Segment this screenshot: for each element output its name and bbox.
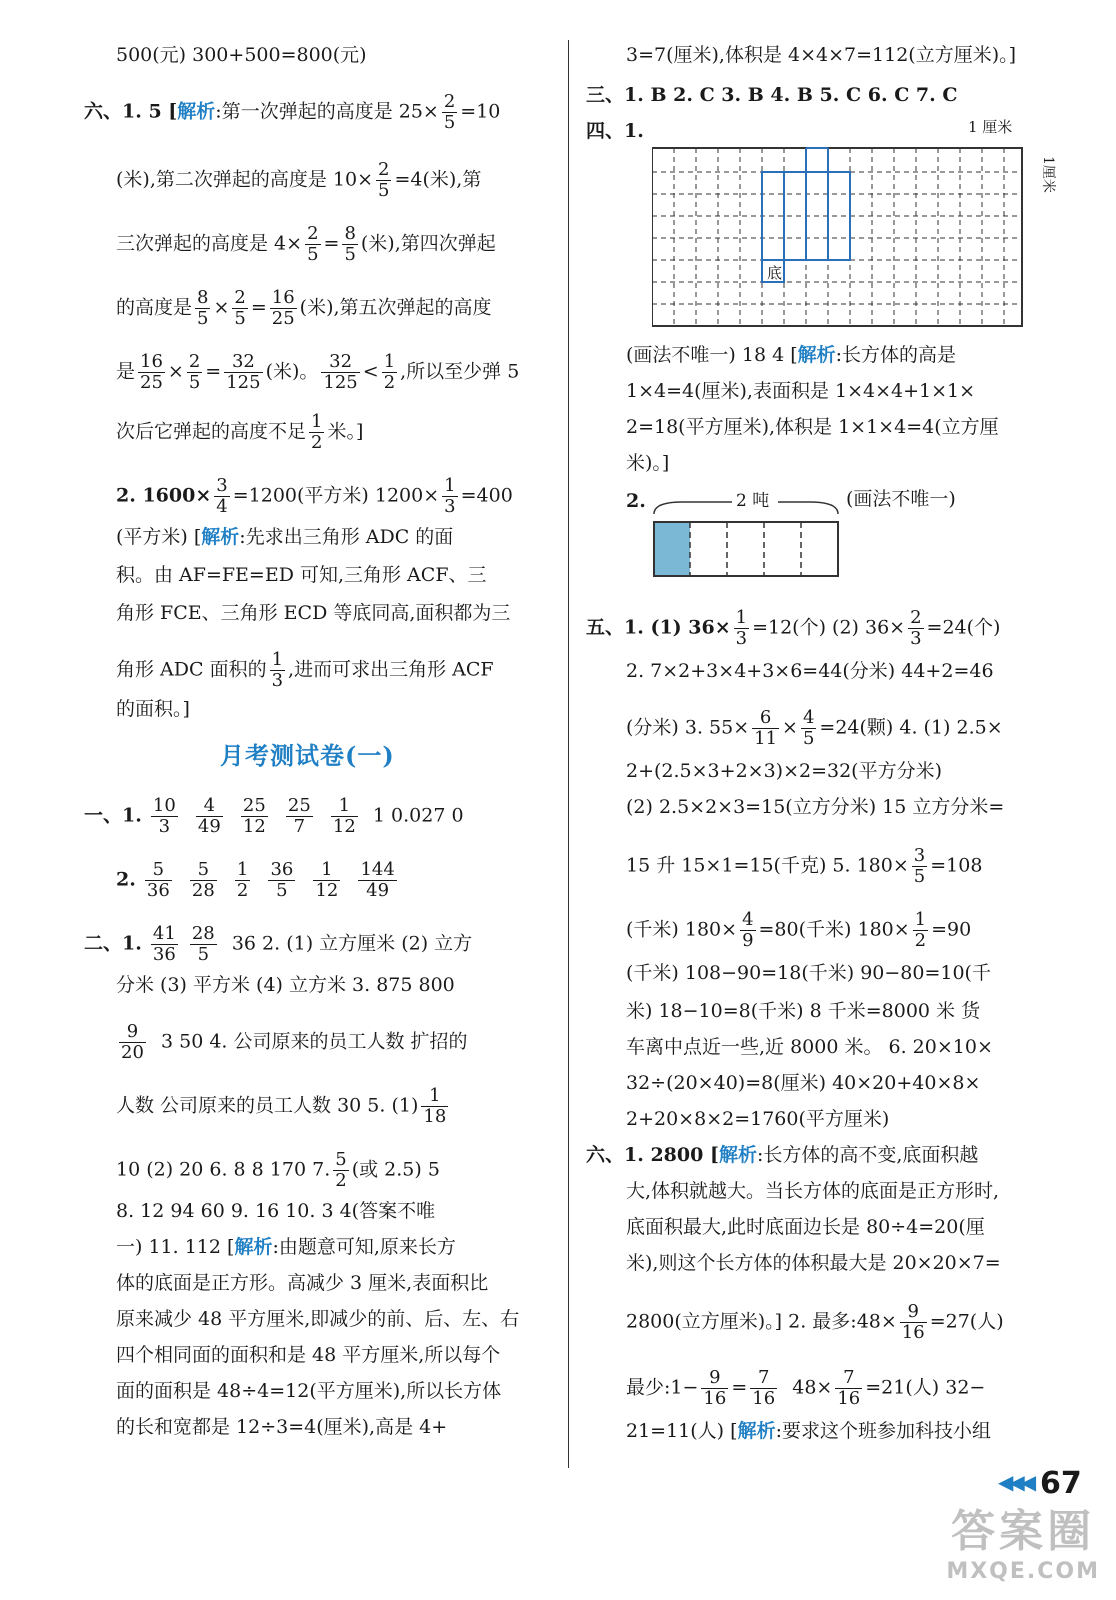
text-line: 米),则这个长方体的体积最大是 20×20×7= xyxy=(626,1252,1001,1274)
fraction: $\frac{41}{36}$ xyxy=(152,923,176,965)
text-line: 的高度是 $\frac{8}{5}$ × $\frac{2}{5}$ = $\frac{16}{25}$ (米),第五次弹起的高度 xyxy=(116,287,492,329)
fraction: $\frac{2}{5}$ xyxy=(234,287,246,329)
ton-label: 2 吨 xyxy=(736,491,770,511)
fraction: $\frac{1}{18}$ xyxy=(423,1085,447,1127)
text-line: 角形 ADC 面积的 $\frac{1}{3}$ ,进而可求出三角形 ACF xyxy=(116,649,494,691)
unit-label-horizontal: 1 厘米 xyxy=(968,118,1013,136)
text-line: 2. 7×2+3×4+3×6=44(分米) 44+2=46 xyxy=(626,660,994,682)
text-line: (平方米) [解析:先求出三角形 ADC 的面 xyxy=(116,526,454,548)
text-line: 四、1. xyxy=(586,120,644,142)
text-line: 32÷(20×40)=8(厘米) 40×20+40×8× xyxy=(626,1072,981,1094)
fraction: $\frac{32}{125}$ xyxy=(226,351,261,393)
text-line: 1×4=4(厘米),表面积是 1×4×4+1×1× xyxy=(626,380,976,402)
fraction: $\frac{36}{5}$ xyxy=(270,859,294,901)
text-line: 二、1. $\frac{41}{36}$ $\frac{28}{5}$ 36 2. (1) 立方厘米 (2) 立方 xyxy=(84,923,473,965)
fraction: $\frac{2}{3}$ xyxy=(910,607,922,649)
fraction: $\frac{3}{4}$ xyxy=(216,475,228,517)
text-line: 原来减少 48 平方厘米,即减少的前、后、左、右 xyxy=(116,1308,520,1330)
watermark: 答案圈 MXQE.COM xyxy=(946,1506,1100,1584)
fraction: $\frac{9}{20}$ xyxy=(121,1021,144,1063)
fraction: $\frac{28}{5}$ xyxy=(191,923,215,965)
fraction: $\frac{1}{3}$ xyxy=(735,607,748,649)
fraction: $\frac{5}{2}$ xyxy=(335,1149,347,1191)
fraction: $\frac{1}{12}$ xyxy=(315,859,339,901)
text-line: 六、1. 2800 [解析:长方体的高不变,底面积越 xyxy=(586,1144,979,1166)
text-line: (米),第二次弹起的高度是 10× $\frac{2}{5}$ =4(米),第 xyxy=(116,159,482,201)
text-line: 分米 (3) 平方米 (4) 立方米 3. 875 800 xyxy=(116,974,455,996)
fraction: $\frac{16}{25}$ xyxy=(271,287,295,329)
text-line: 三次弹起的高度是 4× $\frac{2}{5}$ = $\frac{8}{5}$ (米),第四次弹起 xyxy=(116,223,496,265)
text-line: (画法不唯一) 18 4 [解析:长方体的高是 xyxy=(626,344,957,366)
fraction: $\frac{2}{5}$ xyxy=(378,159,390,201)
fraction: $\frac{1}{2}$ xyxy=(914,909,927,951)
fraction: $\frac{1}{3}$ xyxy=(444,475,456,517)
fraction: $\frac{16}{25}$ xyxy=(140,351,163,393)
fraction: $\frac{1}{2}$ xyxy=(311,411,323,453)
text-line: 2+20×8×2=1760(平方厘米) xyxy=(626,1108,890,1130)
fraction: $\frac{5}{36}$ xyxy=(146,859,170,901)
text-line: 10 (2) 20 6. 8 8 170 7. $\frac{5}{2}$ (或 2.5) 5 xyxy=(116,1149,440,1191)
fraction: $\frac{2}{5}$ xyxy=(443,91,456,133)
fraction: $\frac{32}{125}$ xyxy=(323,351,358,393)
ton-bar-diagram xyxy=(652,478,848,580)
fraction: $\frac{1}{2}$ xyxy=(383,351,396,393)
text-line: 底面积最大,此时底面边长是 80÷4=20(厘 xyxy=(626,1216,985,1238)
fraction: $\frac{144}{49}$ xyxy=(360,859,395,901)
text-line: 2. $\frac{5}{36}$ $\frac{5}{28}$ $\frac{1}{2}$ $\frac{36}{5}$ $\frac{1}{12}$ $\frac{144}{49}$ xyxy=(116,859,395,901)
shaded-part xyxy=(654,522,690,576)
text-line: 体的底面是正方形。高减少 3 厘米,表面积比 xyxy=(116,1272,489,1294)
text-line: 次后它弹起的高度不足 $\frac{1}{2}$ 米。] xyxy=(116,411,364,453)
text-line: 六、1. 5 [解析:第一次弹起的高度是 25× $\frac{2}{5}$ =10 xyxy=(84,91,501,133)
fraction: $\frac{7}{16}$ xyxy=(837,1367,861,1409)
text-line: 是 $\frac{16}{25}$ × $\frac{2}{5}$ = $\frac{32}{125}$ (米)。 $\frac{32}{125}$ < $\frac{1}{2}$ ,所以至少弹 5 xyxy=(116,351,520,393)
fraction: $\frac{3}{5}$ xyxy=(913,845,926,887)
cuboid-net-grid xyxy=(652,112,1072,332)
fraction: $\frac{5}{28}$ xyxy=(191,859,215,901)
text-line: 米)。] xyxy=(626,452,670,474)
fraction: $\frac{10}{3}$ xyxy=(152,795,176,837)
text-line: $\frac{9}{20}$ 3 50 4. 公司原来的员工人数 扩招的 xyxy=(121,1021,468,1063)
text-line: 21=11(人) [解析:要求这个班参加科技小组 xyxy=(626,1420,991,1442)
text-line: 8. 12 94 60 9. 16 10. 3 4(答案不唯 xyxy=(116,1200,436,1222)
text-line: 3=7(厘米),体积是 4×4×7=112(立方厘米)。] xyxy=(626,44,1017,66)
text-line: 2. 1600× $\frac{3}{4}$ =1200(平方米) 1200× $\frac{1}{3}$ =400 xyxy=(116,475,513,517)
text-line: 车离中点近一些,近 8000 米。 6. 20×10× xyxy=(626,1036,993,1058)
column-divider xyxy=(568,40,569,1468)
fraction: $\frac{25}{7}$ xyxy=(287,795,311,837)
text-line: 2+(2.5×3+2×3)×2=32(平方分米) xyxy=(626,760,943,782)
fraction: $\frac{9}{16}$ xyxy=(901,1301,925,1343)
text-line: 的面积。] xyxy=(116,698,190,720)
fraction: $\frac{8}{5}$ xyxy=(197,287,209,329)
page-number: 67 xyxy=(1040,1466,1082,1501)
base-label: 底 xyxy=(767,264,783,282)
fraction: $\frac{2}{5}$ xyxy=(307,223,319,265)
fraction: $\frac{2}{5}$ xyxy=(188,351,201,393)
text-line: 最少:1− $\frac{9}{16}$ = $\frac{7}{16}$ 48× $\frac{7}{16}$ =21(人) 32− xyxy=(626,1367,986,1409)
fraction: $\frac{9}{16}$ xyxy=(703,1367,727,1409)
text-line: 2. xyxy=(626,490,646,512)
text-line: 五、1. (1) 36× $\frac{1}{3}$ =12(个) (2) 36× $\frac{2}{3}$ =24(个) xyxy=(586,607,1001,649)
jiexi-label: 解析 xyxy=(177,100,216,123)
unit-label-vertical: 1厘米 xyxy=(1040,156,1056,193)
fraction: $\frac{8}{5}$ xyxy=(344,223,356,265)
text-line: (千米) 180× $\frac{4}{9}$ =80(千米) 180× $\frac{1}{2}$ =90 xyxy=(626,909,972,951)
text-line: 的长和宽都是 12÷3=4(厘米),高是 4+ xyxy=(116,1416,448,1438)
fraction: $\frac{1}{12}$ xyxy=(332,795,356,837)
fraction: $\frac{7}{16}$ xyxy=(752,1367,776,1409)
text-line: 大,体积就越大。当长方体的底面是正方形时, xyxy=(626,1180,1000,1202)
text-line: 角形 FCE、三角形 ECD 等底同高,面积都为三 xyxy=(116,602,511,624)
text-line: 2=18(平方厘米),体积是 1×1×4=4(立方厘 xyxy=(626,416,999,438)
fraction: $\frac{1}{3}$ xyxy=(271,649,284,691)
text-line: 米) 18−10=8(千米) 8 千米=8000 米 货 xyxy=(626,1000,981,1022)
text-line: (画法不唯一) xyxy=(846,488,956,510)
page-arrow-icon: ◀◀◀ xyxy=(998,1470,1033,1494)
text-line: (千米) 108−90=18(千米) 90−80=10(千 xyxy=(626,962,991,984)
text-line: (2) 2.5×2×3=15(立方分米) 15 立方分米= xyxy=(626,796,1005,818)
text-line: 三、1. B 2. C 3. B 4. B 5. C 6. C 7. C xyxy=(586,84,958,106)
fraction: $\frac{1}{2}$ xyxy=(236,859,249,901)
fraction: $\frac{25}{12}$ xyxy=(242,795,266,837)
text-line: 15 升 15×1=15(千克) 5. 180× $\frac{3}{5}$ =108 xyxy=(626,845,983,887)
text-line: 一、1. $\frac{10}{3}$ $\frac{4}{49}$ $\frac{25}{12}$ $\frac{25}{7}$ $\frac{1}{12}$ 1 0.027 0 xyxy=(84,795,464,837)
text-line: 500(元) 300+500=800(元) xyxy=(116,44,367,66)
text-line: (分米) 3. 55× $\frac{6}{11}$ × $\frac{4}{5}$ =24(颗) 4. (1) 2.5× xyxy=(626,707,1003,749)
text-line: 面的面积是 48÷4=12(平方厘米),所以长方体 xyxy=(116,1380,502,1402)
text-line: 2800(立方厘米)。] 2. 最多:48× $\frac{9}{16}$ =27(人) xyxy=(626,1301,1004,1343)
text-line: 一) 11. 112 [解析:由题意可知,原来长方 xyxy=(116,1236,456,1258)
fraction: $\frac{6}{11}$ xyxy=(754,707,778,749)
fraction: $\frac{4}{5}$ xyxy=(802,707,815,749)
section-title: 月考测试卷(一) xyxy=(220,741,395,770)
text-line: 四个相同面的面积和是 48 平方厘米,所以每个 xyxy=(116,1344,501,1366)
text-line: 积。由 AF=FE=ED 可知,三角形 ACF、三 xyxy=(116,564,487,586)
text-line: 人数 公司原来的员工人数 30 5. (1) $\frac{1}{18}$ xyxy=(116,1085,447,1127)
fraction: $\frac{4}{9}$ xyxy=(742,909,754,951)
fraction: $\frac{4}{49}$ xyxy=(197,795,221,837)
